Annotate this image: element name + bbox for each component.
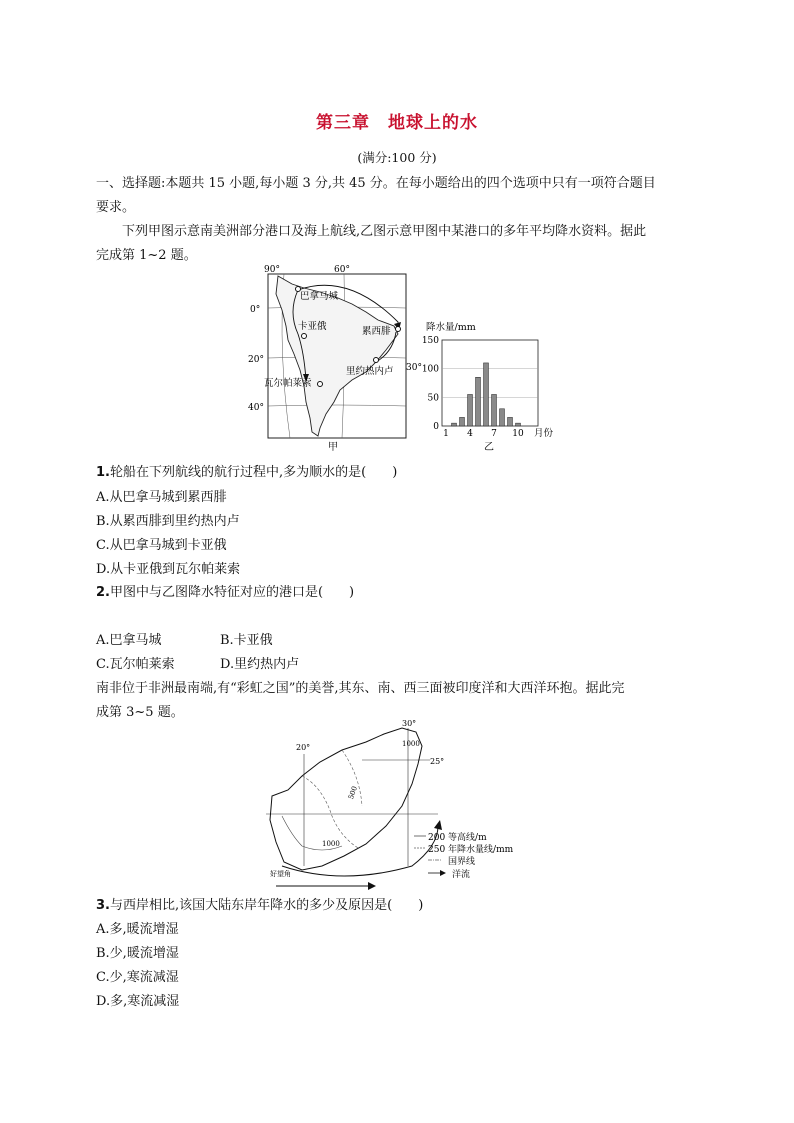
question-2-num: 2.	[96, 585, 110, 600]
country-outline	[270, 728, 422, 870]
intro-2-cont: 成第 3~5 题。	[96, 705, 184, 720]
chart-bar-month-8	[500, 409, 505, 426]
q2-option-a[interactable]: A.巴拿马城	[96, 633, 162, 648]
lon-20-label: 20°	[296, 743, 311, 752]
question-3	[96, 894, 423, 913]
intro-2: 南非位于非洲最南端,有“彩虹之国”的美誉,其东、南、西三面被印度洋和大西洋环抱。据此完	[96, 681, 625, 696]
contour-label-500: 500	[346, 785, 360, 801]
question-3-num: 3.	[96, 898, 110, 913]
chart-ytick-label: 50	[427, 393, 439, 404]
south-africa-map	[262, 716, 538, 894]
question-2	[96, 581, 354, 600]
port-valparaiso: 瓦尔帕莱索	[264, 378, 312, 389]
chart-bar-month-5	[476, 377, 481, 426]
intro-1: 下列甲图示意南美洲部分港口及海上航线,乙图示意甲图中某港口的多年平均降水资料。据此	[122, 224, 647, 239]
legend-contour: 200 等高线/m	[428, 833, 487, 843]
chart-bar-month-10	[516, 423, 521, 426]
q3-option-c[interactable]: C.少,寒流减湿	[96, 970, 179, 985]
lon-90-label: 90°	[264, 265, 280, 275]
q2-option-d[interactable]: D.里约热内卢	[220, 657, 300, 672]
q1-option-d[interactable]: D.从卡亚俄到瓦尔帕莱索	[96, 562, 241, 577]
precip-chart	[420, 318, 558, 452]
q1-option-b[interactable]: B.从累西腓到里约热内卢	[96, 514, 240, 529]
question-3-stem: 与西岸相比,该国大陆东岸年降水的多少及原因是( )	[109, 898, 424, 913]
chart-bar-month-2	[452, 423, 457, 426]
intro-1-cont: 完成第 1~2 题。	[96, 248, 197, 263]
lat-30-label: 30°	[406, 363, 422, 373]
q1-option-c[interactable]: C.从巴拿马城到卡亚俄	[96, 538, 227, 553]
q2-option-c[interactable]: C.瓦尔帕莱索	[96, 657, 175, 672]
port-callao: 卡亚俄	[298, 321, 327, 332]
lon-30-label: 30°	[402, 719, 417, 728]
contour-label-1000a: 1000	[322, 840, 340, 848]
port-rio: 里约热内卢	[346, 366, 394, 377]
chart-ylabel: 降水量/mm	[426, 322, 476, 333]
chart-xtick-label: 7	[491, 429, 497, 439]
map1-caption: 甲	[328, 442, 338, 453]
legend-current: 洋流	[452, 870, 471, 880]
question-1-stem: 轮船在下列航线的航行过程中,多为顺水的是( )	[109, 465, 398, 480]
chart-bar-month-4	[468, 394, 473, 426]
chart-caption: 乙	[484, 442, 494, 453]
chart-bar-month-7	[492, 394, 497, 426]
q3-option-b[interactable]: B.少,暖流增湿	[96, 946, 179, 961]
q3-option-d[interactable]: D.多,寒流减湿	[96, 994, 180, 1009]
chart-xtick-label: 4	[467, 429, 473, 439]
chart-ytick-label: 150	[421, 336, 439, 346]
port-recife: 累西腓	[362, 326, 391, 337]
question-1-num: 1.	[96, 465, 110, 480]
legend-precip: 250 年降水量线/mm	[428, 845, 514, 855]
chart-ytick-label: 100	[421, 364, 439, 375]
page-title: 第三章 地球上的水	[316, 113, 478, 133]
chart-xtick-label: 1	[443, 429, 449, 439]
chart-xtick-label: 10	[512, 429, 524, 439]
section-heading-cont: 要求。	[96, 200, 136, 215]
q3-option-a[interactable]: A.多,暖流增湿	[96, 922, 179, 937]
legend-border: 国界线	[448, 857, 476, 867]
chart-bar-month-3	[460, 417, 465, 426]
score-note: (满分:100 分)	[357, 150, 437, 165]
section-heading: 一、选择题:本题共 15 小题,每小题 3 分,共 45 分。在每小题给出的四个选项中只有一项符合题目	[96, 176, 656, 191]
chart-bar-month-6	[484, 363, 489, 426]
lat-0-label: 0°	[250, 305, 261, 315]
question-1	[96, 461, 397, 480]
lat-40-label: 40°	[248, 403, 264, 413]
chart-ytick-label: 0	[433, 422, 439, 432]
lat-25-label: 25°	[430, 757, 445, 766]
chart-bar-month-9	[508, 417, 513, 426]
q2-option-b[interactable]: B.卡亚俄	[220, 633, 273, 648]
south-america-map	[248, 262, 422, 453]
lat-20-label: 20°	[248, 355, 264, 365]
port-panama: 巴拿马城	[300, 291, 339, 302]
question-2-stem: 甲图中与乙图降水特征对应的港口是( )	[109, 585, 355, 600]
chart-xlabel: 月份	[534, 428, 554, 439]
contour-label-1000b: 1000	[402, 740, 420, 748]
cape-of-good-hope-label: 好望角	[270, 870, 291, 878]
lon-60-label: 60°	[334, 265, 350, 275]
q1-option-a[interactable]: A.从巴拿马城到累西腓	[96, 490, 227, 505]
